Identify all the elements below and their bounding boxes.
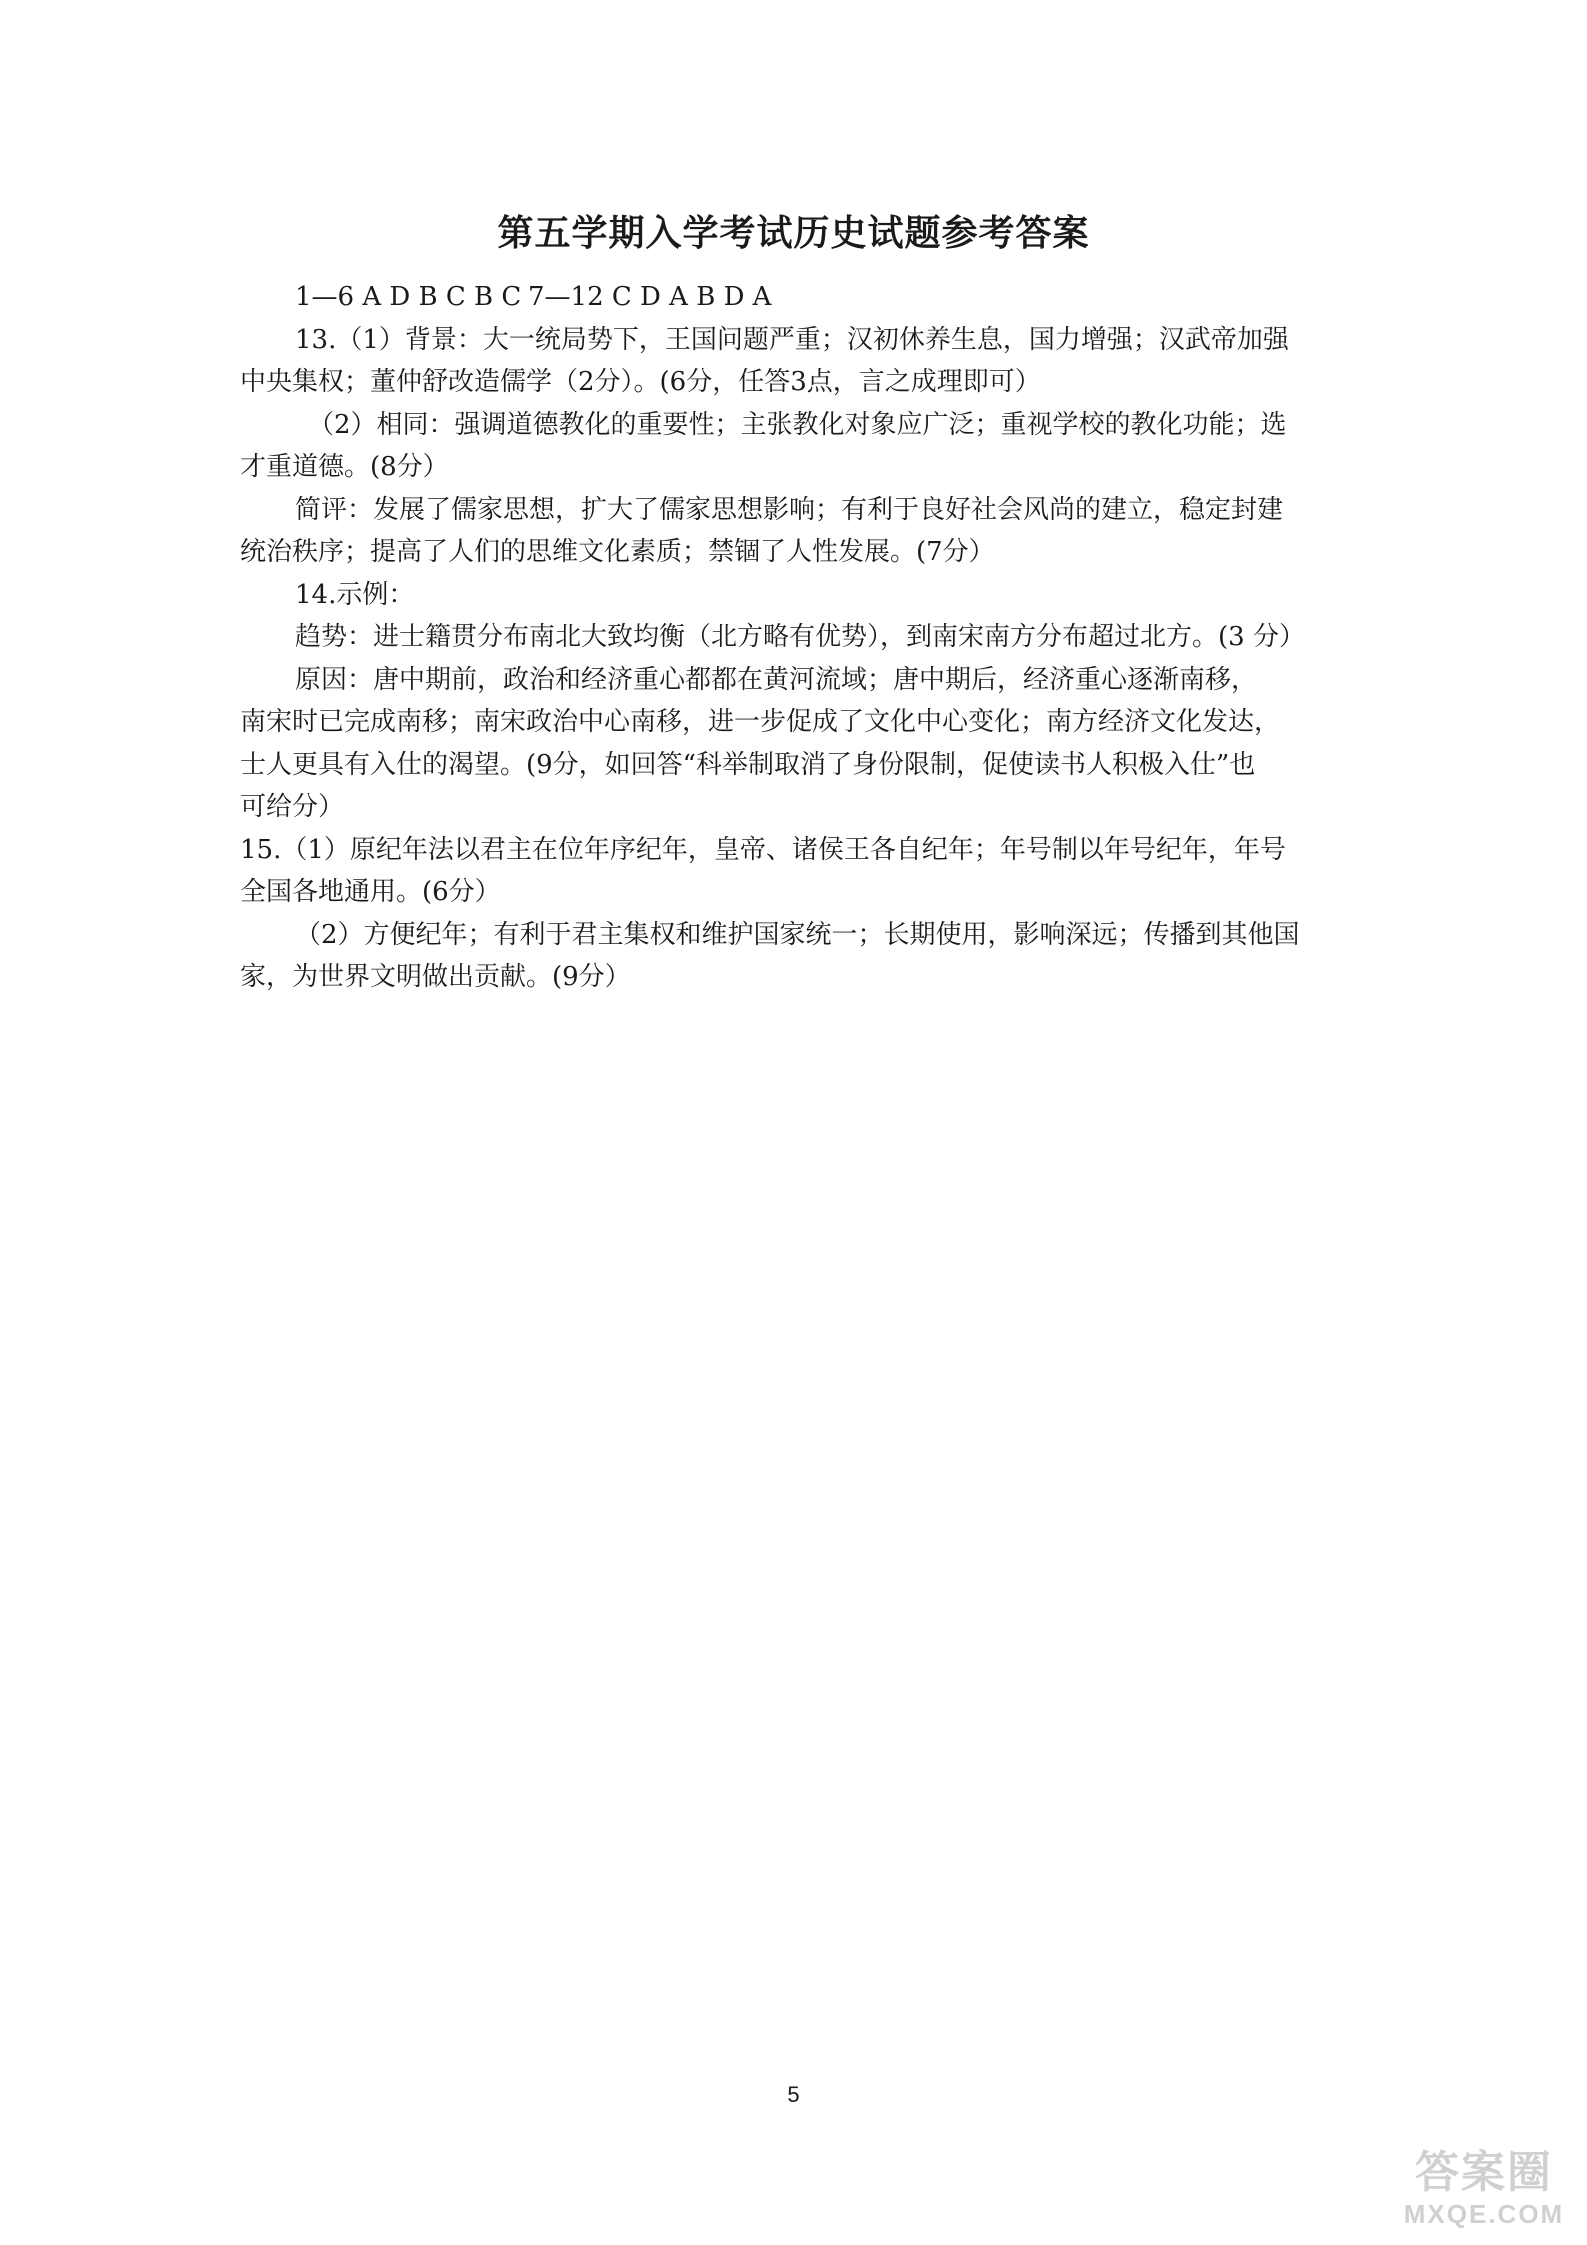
- answer-line: 才重道德。(8分）: [240, 452, 449, 482]
- answer-content: [240, 276, 1350, 999]
- answer-line: 简评：发展了儒家思想，扩大了儒家思想影响；有利于良好社会风尚的建立，稳定封建: [295, 494, 1284, 525]
- answer-line: 15.（1）原纪年法以君主在位年序纪年，皇帝、诸侯王各自纪年；年号制以年号纪年，年号: [240, 834, 1286, 865]
- mc-answers-1-6: 1—6 A D B C B C: [295, 282, 522, 312]
- answer-line: 13.（1）背景：大一统局势下，王国问题严重；汉初休养生息，国力增强；汉武帝加强: [295, 324, 1289, 355]
- answer-line: （2）方便纪年；有利于君主集权和维护国家统一；长期使用，影响深远；传播到其他国: [295, 919, 1300, 950]
- answer-line: （2）相同：强调道德教化的重要性；主张教化对象应广泛；重视学校的教化功能；选: [308, 409, 1287, 440]
- watermark-logo-text: 答案圈: [1415, 2147, 1553, 2198]
- answer-line: 中央集权；董仲舒改造儒学（2分）。(6分，任答3点，言之成理即可）: [240, 367, 1041, 397]
- answer-line: 统治秩序；提高了人们的思维文化素质；禁锢了人性发展。(7分）: [240, 537, 995, 567]
- watermark-site-text: MXQE.COM: [1403, 2199, 1565, 2229]
- multiple-choice-answers: [240, 276, 1350, 319]
- mc-answers-7-12: 7—12 C D A B D A: [528, 282, 772, 312]
- page-number: 5: [787, 2082, 800, 2107]
- answer-line: 全国各地通用。(6分）: [240, 877, 501, 907]
- page-title: 第五学期入学考试历史试题参考答案: [497, 212, 1090, 254]
- answer-line: 14.示例：: [295, 579, 415, 610]
- answer-line: 趋势：进士籍贯分布南北大致均衡（北方略有优势），到南宋南方分布超过北方。(3 分）: [295, 622, 1305, 652]
- site-watermark: [1389, 2147, 1579, 2237]
- answer-line: 南宋时已完成南移；南宋政治中心南移，进一步促成了文化中心变化；南方经济文化发达，: [240, 707, 1281, 737]
- answer-line: 原因：唐中期前，政治和经济重心都都在黄河流域；唐中期后，经济重心逐渐南移，: [295, 664, 1258, 695]
- answer-line: 士人更具有入仕的渴望。(9分，如回答“科举制取消了身份限制，促使读书人积极入仕”也: [240, 749, 1256, 780]
- answer-line: 可给分）: [240, 792, 345, 822]
- answer-line: 家，为世界文明做出贡献。(9分）: [240, 962, 631, 992]
